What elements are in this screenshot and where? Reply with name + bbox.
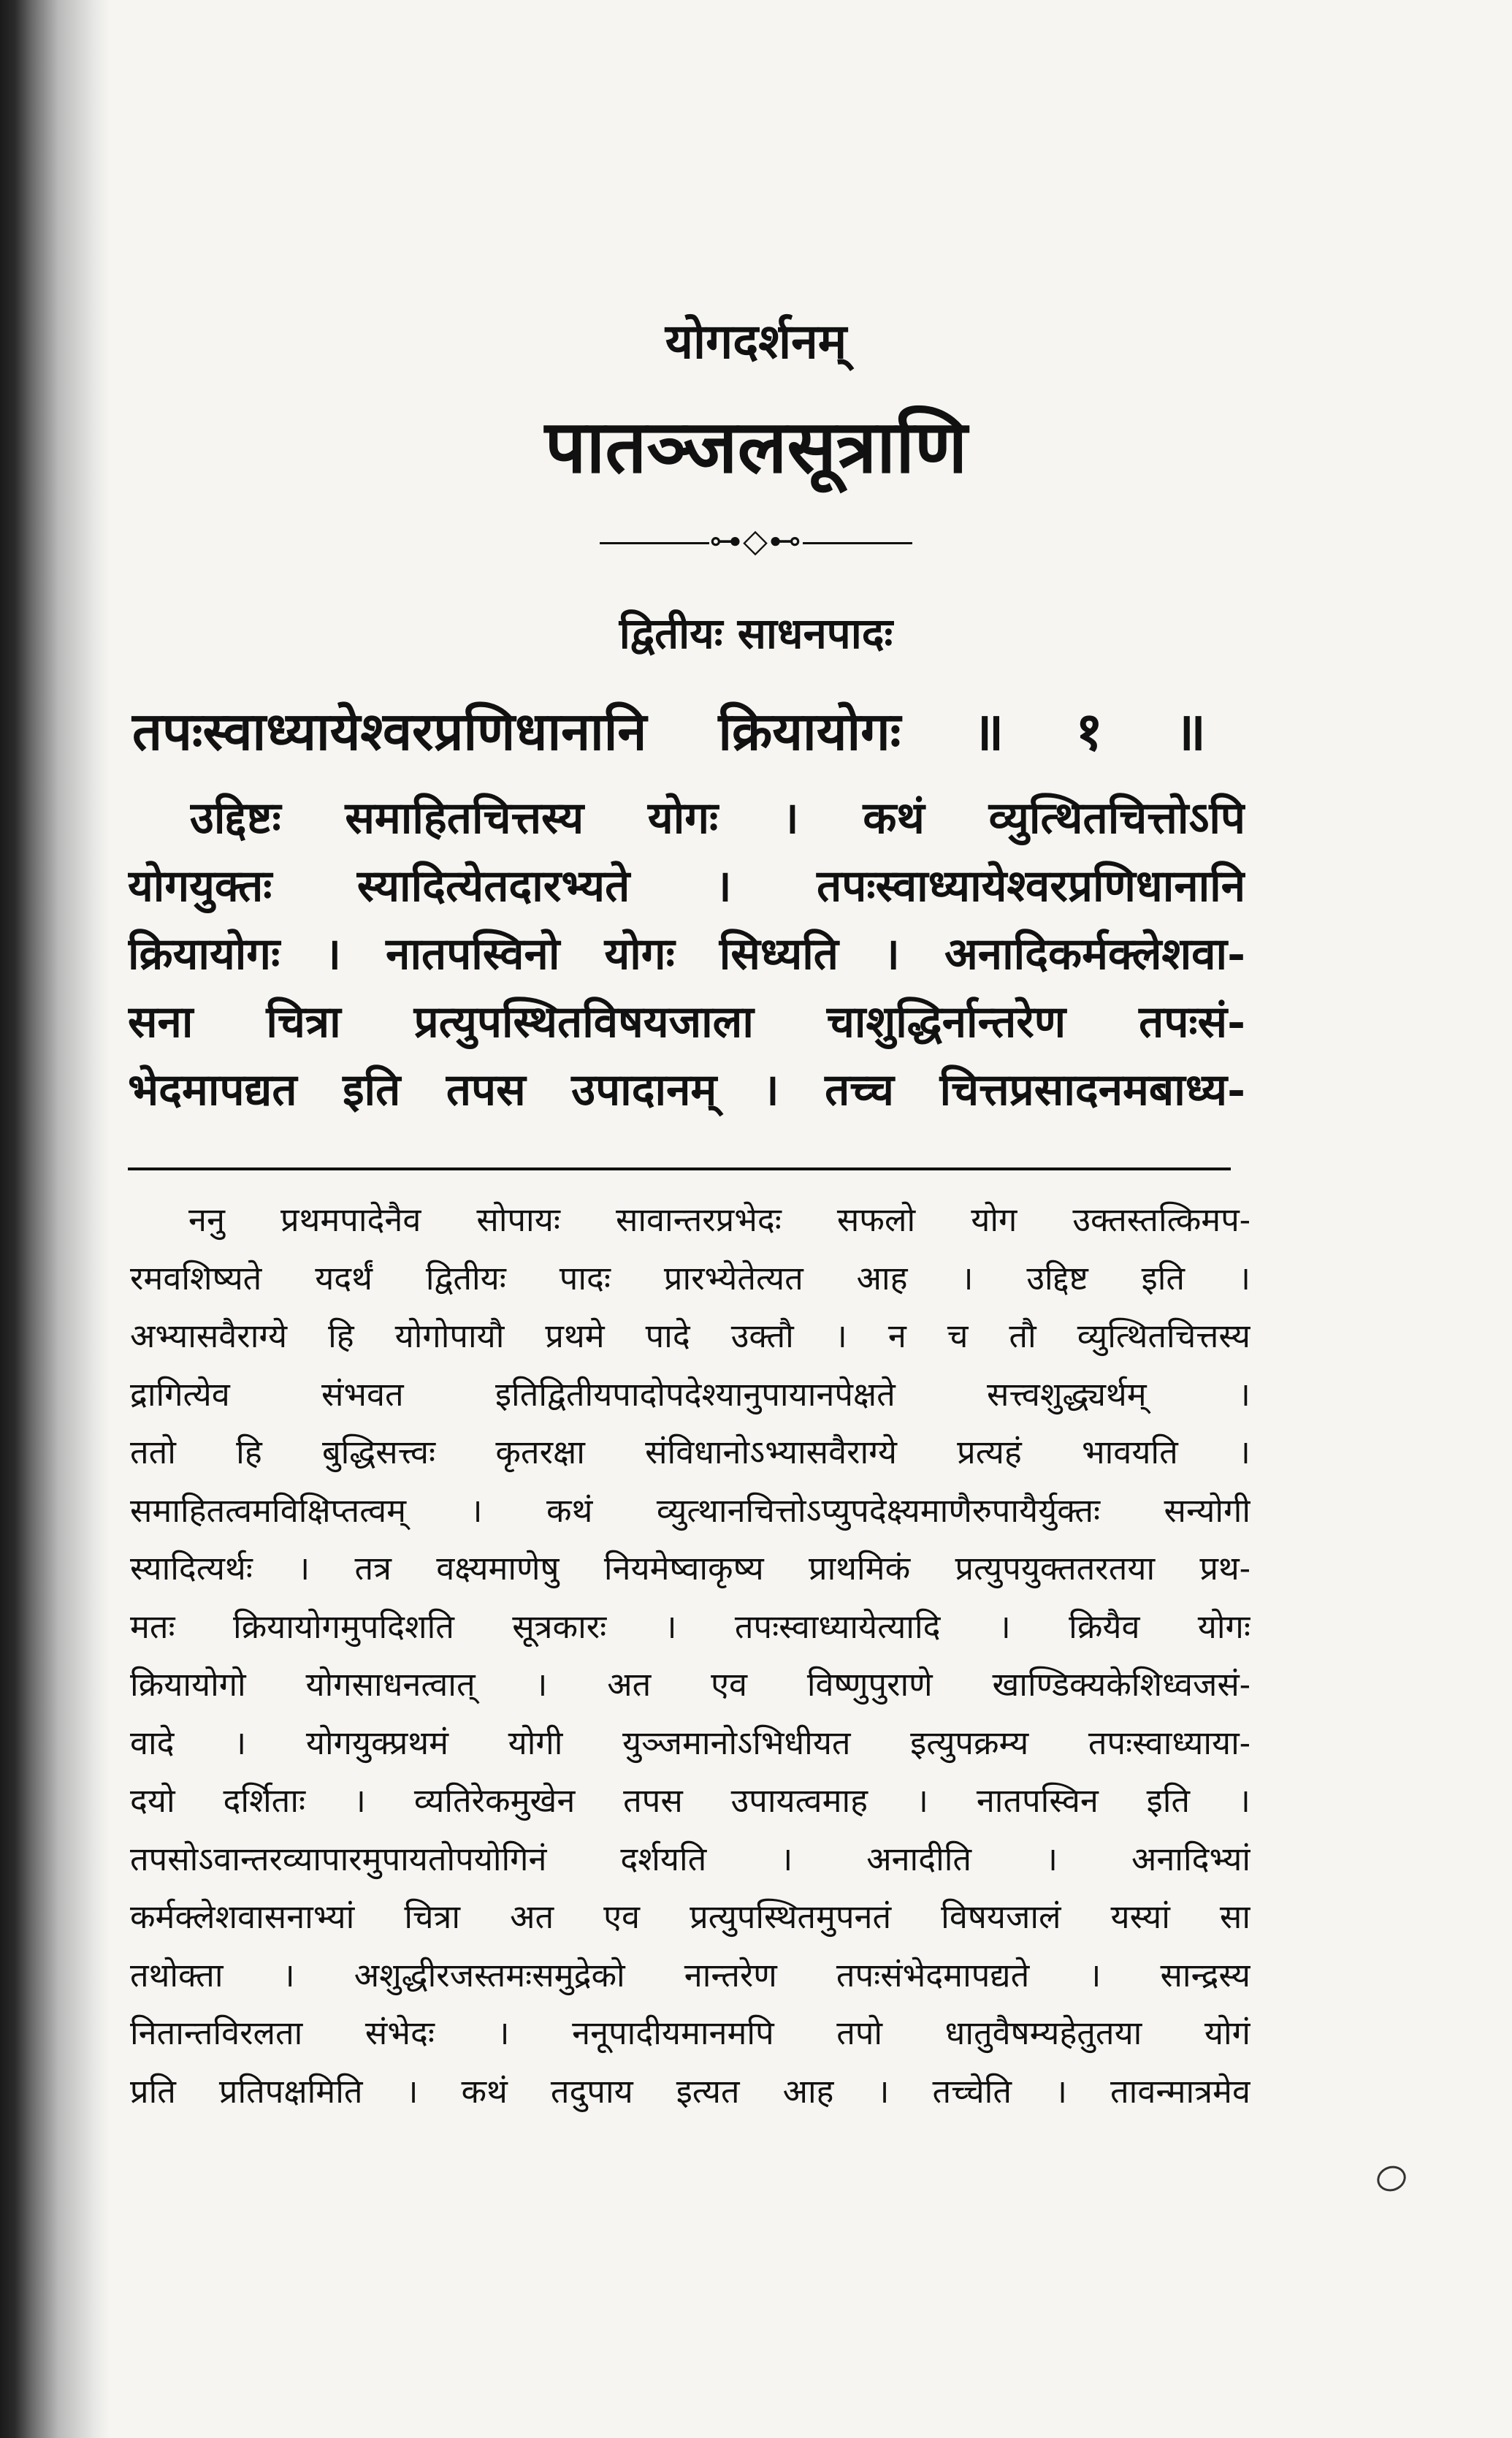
ornament-divider: ⊶◇⊷ xyxy=(0,522,1512,560)
commentary-line: कर्मक्लेशवासनाभ्यां चित्रा अत एव प्रत्युपस्थितमुपनतं विषयजालं यस्यां सा xyxy=(130,1897,1251,1936)
commentary-line: ननु प्रथमपादेनैव सोपायः सावान्तरप्रभेदः सफलो योग उक्तस्तत्किमप- xyxy=(188,1200,1251,1239)
bhashya-line: सना चित्रा प्रत्युपस्थितविषयजाला चाशुद्धिर्नान्तरेण तपःसं- xyxy=(128,997,1245,1048)
section-divider xyxy=(128,1167,1231,1170)
commentary-line: ततो हि बुद्धिसत्त्वः कृतरक्षा संविधानोऽभ्यासवैराग्ये प्रत्यहं भावयति । xyxy=(130,1433,1251,1471)
commentary-line: दयो दर्शिताः । व्यतिरेकमुखेन तपस उपायत्वमाह । नातपस्विन इति । xyxy=(130,1781,1251,1820)
main-title: पातञ्जलसूत्राणि xyxy=(544,403,968,489)
commentary-line: क्रियायोगो योगसाधनत्वात् । अत एव विष्णुपुराणे खाण्डिक्यकेशिध्वजसं- xyxy=(130,1665,1251,1704)
bhashya-line: क्रियायोगः । नातपस्विनो योगः सिध्यति । अनादिकर्मक्लेशवा- xyxy=(128,929,1245,980)
commentary-line: मतः क्रियायोगमुपदिशति सूत्रकारः । तपःस्वाध्यायेत्यादि । क्रियैव योगः xyxy=(130,1607,1251,1646)
commentary-line: वादे । योगयुक्प्रथमं योगी युञ्जमानोऽभिधीयत इत्युपक्रम्य तपःस्वाध्याया- xyxy=(130,1723,1251,1762)
commentary-line: तथोक्ता । अशुद्धीरजस्तमःसमुद्रेको नान्तरेण तपःसंभेदमापद्यते । सान्द्रस्य xyxy=(130,1955,1251,1995)
bhashya-line: भेदमापद्यत इति तपस उपादानम् । तच्च चित्तप्रसादनमबाध्य- xyxy=(128,1064,1245,1116)
commentary-line: समाहितत्वमविक्षिप्तत्वम् । कथं व्युत्थानचित्तोऽप्युपदेक्ष्यमाणैरुपायैर्युक्तः सन्योगी xyxy=(130,1490,1251,1530)
margin-pencil-mark xyxy=(1373,2162,1409,2195)
commentary-line: नितान्तविरलता संभेदः । ननूपादीयमानमपि तपो धातुवैषम्यहेतुतया योगं xyxy=(130,2014,1251,2052)
commentary-line: प्रति प्रतिपक्षमिति । कथं तदुपाय इत्यत आह । तच्चेति । तावन्मात्रमेव xyxy=(130,2071,1251,2111)
book-title: योगदर्शनम् xyxy=(665,313,847,370)
commentary-line: स्यादित्यर्थः । तत्र वक्ष्यमाणेषु नियमेष्वाकृष्य प्राथमिकं प्रत्युपयुक्ततरतया प्रथ- xyxy=(130,1549,1251,1588)
commentary-line: द्रागित्येव संभवत इतिद्वितीयपादोपदेश्यानुपायानपेक्षते सत्त्वशुद्ध्यर्थम् । xyxy=(130,1374,1251,1414)
bhashya-line: उद्दिष्टः समाहितचित्तस्य योगः । कथं व्युत्थितचित्तोऽपि xyxy=(190,793,1245,844)
chapter-heading: द्वितीयः साधनपादः xyxy=(619,609,893,658)
commentary-line: तपसोऽवान्तरव्यापारमुपायतोपयोगिनं दर्शयति । अनादीति । अनादिभ्यां xyxy=(130,1839,1251,1878)
commentary-line: रमवशिष्यते यदर्थं द्वितीयः पादः प्रारभ्येतेत्यत आह । उद्दिष्ट इति । xyxy=(130,1258,1251,1298)
sutra-text: तपःस्वाध्यायेश्वरप्रणिधानानि क्रियायोगः ॥ १ ॥ xyxy=(132,700,1206,762)
bhashya-line: योगयुक्तः स्यादित्येतदारभ्यते । तपःस्वाध्यायेश्वरप्रणिधानानि xyxy=(128,861,1245,912)
commentary-line: अभ्यासवैराग्ये हि योगोपायौ प्रथमे पादे उक्तौ । न च तौ व्युत्थितचित्तस्य xyxy=(130,1317,1251,1355)
